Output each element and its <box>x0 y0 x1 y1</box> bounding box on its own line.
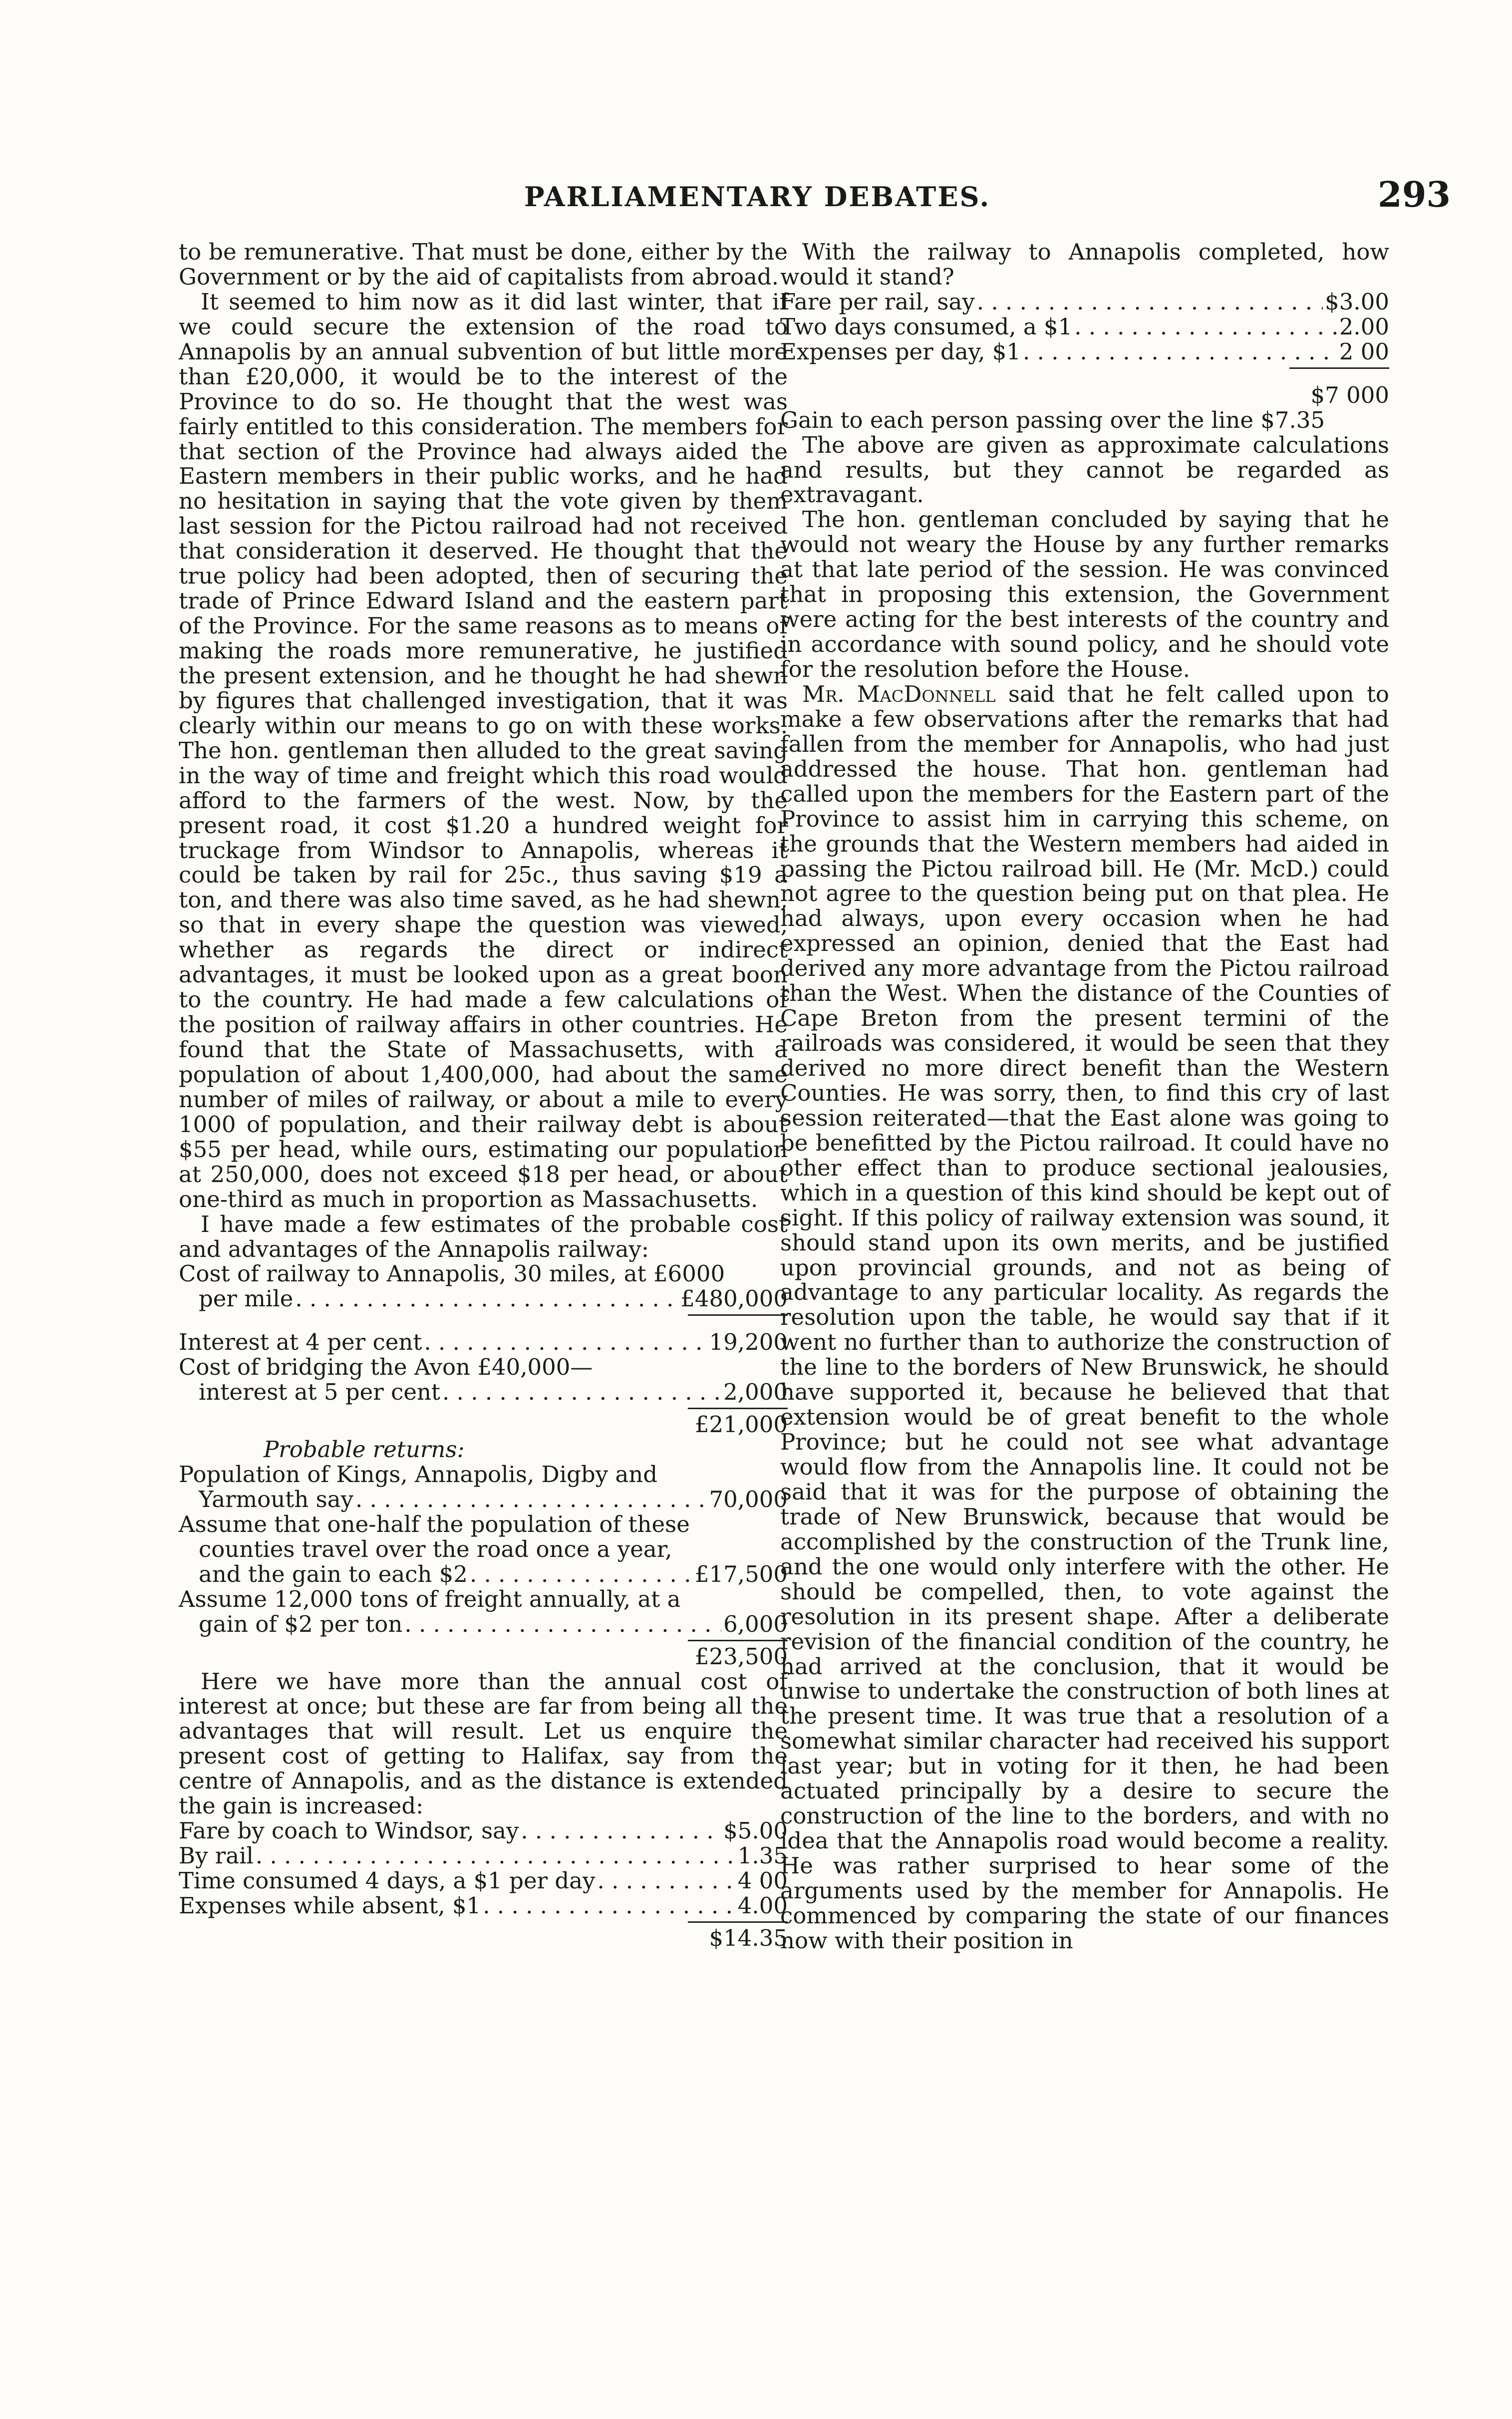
paragraph: Here we have more than the annual cost of interest at once; but these are far from being all the advantages that will result. Let us enquire the present cost of getting to Halifax, say from the centre of Annapolis, and as the distance is extended the gain is increased: <box>179 1668 788 1819</box>
row-amount: 2,000 <box>723 1379 788 1406</box>
row-amount: 4.00 <box>737 1892 788 1919</box>
row-amount: £480,000 <box>680 1285 788 1312</box>
sum-rule <box>688 1640 788 1641</box>
total: $14.35 <box>709 1924 788 1951</box>
bridging-label: Cost of bridging the Avon £40,000— <box>179 1354 593 1381</box>
paragraph: The hon. gentleman concluded by saying that he would not weary the House by any further remarks at that late period of the session. He was convinced that in proposing this extension, the Government were acting for the best interests of the country and in accordance with sound policy, and he should vote for the resolution before the House. <box>780 506 1389 682</box>
speech-text: said that he felt called upon to make a few observations after the remarks that had fallen from the member for Annapolis, who had just addressed the house. That hon. gentleman had called upon the members for the Eastern part of the Province to assist him in carrying this scheme, on the grounds that the Western members had aided in passing the Pictou railroad bill. He (Mr. McD.) could not agree to the question being put on that plea. He had always, upon every occasion when he had expressed an opinion, denied that the East had derived any more advantage from the Pictou railroad than the West. When the distance of the Counties of Cape Breton from the present termini of the railroads was considered, it would be seen that they derived no more direct benefit than the Western Counties. He was sorry, then, to find this cry of last session reiterated—that the East alone was going to be benefitted by the Pictou railroad. It could have no other effect than to produce sectional jealousies, which in a question of this kind should be kept out of sight. If this policy of railway extension was sound, it should stand upon its own merits, and be justified upon provincial grounds, and not as being of advantage to any particular locality. As regards the resolution upon the table, he would say that if it went no further than to authorize the construction of the line to the borders of New Brunswick, he should have supported it, because he believed that that extension would be of great benefit to the whole Province; but he could not see what advantage would flow from the Annapolis line. It could not be said that it was for the purpose of obtaining the trade of New Brunswick, because that would be accomplished by the construction of the Trunk line, and the one would only interfere with the other. He should be compelled, then, to vote against the resolution in its present shape. After a deliberate revision of the financial condition of the country, he had arrived at the conclusion, that it would be unwise to undertake the construction of both lines at the present time. It was true that a resolution of a somewhat similar character had received his support last year; but in voting for it then, he had been actuated principally by a desire to secure the construction of the line to the borders, and with no idea that the Annapolis road would become a reality. He was rather surprised to hear some of the arguments used by the member for Annapolis. He commenced by comparing the state of our finances now with their position in <box>780 680 1390 1954</box>
right-column <box>780 240 1389 1953</box>
row-amount: 4 00 <box>737 1867 788 1894</box>
table-row <box>179 1487 788 1512</box>
row-amount: 6,000 <box>723 1610 788 1637</box>
row-label: per mile <box>199 1285 294 1312</box>
row-label: Expenses while absent, $1 <box>179 1892 481 1919</box>
row-amount: 2 00 <box>1339 338 1389 365</box>
table-row <box>780 314 1389 339</box>
paragraph <box>780 682 1389 1953</box>
table-row <box>780 339 1389 364</box>
row-label: gain of $2 per ton <box>199 1610 403 1637</box>
row-label: interest at 5 per cent <box>199 1379 441 1406</box>
running-head: PARLIAMENTARY DEBATES. <box>524 181 991 213</box>
table-row <box>179 1893 788 1918</box>
page-number: 293 <box>1378 174 1451 215</box>
row-label: and the gain to each $2 <box>199 1560 468 1587</box>
row-label: Interest at 4 per cent <box>179 1329 422 1356</box>
left-column <box>179 240 788 1951</box>
population-label: Population of Kings, Annapolis, Digby and <box>179 1461 658 1488</box>
table-row <box>179 1330 788 1355</box>
table-row <box>179 1562 788 1587</box>
returns-heading: Probable returns: <box>264 1436 465 1463</box>
row-amount: 19,200 <box>709 1329 788 1356</box>
paragraph: With the railway to Annapolis completed, how would it stand? <box>780 239 1389 290</box>
table-row <box>179 1612 788 1637</box>
row-label: Yarmouth say <box>199 1486 354 1512</box>
paragraph: The above are given as approximate calculations and results, but they cannot be regarded as extravagant. <box>780 431 1389 508</box>
assume-label: counties travel over the road once a year, <box>199 1535 672 1562</box>
table-row <box>780 290 1389 314</box>
row-amount: $5.00 <box>723 1817 788 1844</box>
assume-label: Assume that one-half the population of these <box>179 1511 690 1537</box>
table-row <box>179 1843 788 1868</box>
gain-line: Gain to each person passing over the line $7.35 <box>780 406 1325 433</box>
cost-intro: Cost of railway to Annapolis, 30 miles, at £6000 <box>179 1260 725 1287</box>
table-row <box>179 1868 788 1893</box>
sum-rule <box>688 1408 788 1409</box>
total: £23,500 <box>694 1643 788 1670</box>
table-row <box>179 1380 788 1405</box>
sum-rule <box>688 1921 788 1923</box>
row-label: Time consumed 4 days, a $1 per day <box>179 1867 596 1894</box>
speaker-name: Mr. MacDonnell <box>802 680 996 707</box>
paragraph: to be remunerative. That must be done, either by the Government or by the aid of capitalists from abroad. <box>179 239 788 290</box>
subtotal: £21,000 <box>694 1411 788 1438</box>
row-amount: 1.35 <box>737 1842 788 1869</box>
row-label: Expenses per day, $1 <box>780 338 1021 365</box>
row-label: Fare per rail, say <box>780 288 975 315</box>
table-row <box>179 1286 788 1311</box>
table-row <box>179 1818 788 1843</box>
sum-rule <box>688 1314 788 1316</box>
row-label: Two days consumed, a $1 <box>780 313 1073 340</box>
paragraph: It seemed to him now as it did last winter, that if we could secure the extension of the road to Annapolis by an annual subvention of but little more than £20,000, it would be to the interest of the Province to do so. He thought that the west was fairly entitled to this consideration. The members for that section of the Province had always aided the Eastern members in their public works, and he had no hesitation in saying that the vote given by them last session for the Pictou railroad had not received that consideration it deserved. He thought that the true policy had been adopted, then of securing the trade of Prince Edward Island and the eastern part of the Province. For the same reasons as to means of making the roads more remunerative, he justified the present extension, and he thought he had shewn by figures that challenged investigation, that it was clearly within our means to go on with these works. The hon. gentleman then alluded to the great saving in the way of time and freight which this road would afford to the farmers of the west. Now, by the present road, it cost $1.20 a hundred weight for truckage from Windsor to Annapolis, whereas it could be taken by rail for 25c., thus saving $19 a ton, and there was also time saved, as he had shewn, so that in every shape the question was viewed, whether as regards the direct or indirect advantages, it must be looked upon as a great boon to the country. He had made a few calculations of the position of railway affairs in other countries. He found that the State of Massachusetts, with a population of about 1,400,000, had about the same number of miles of railway, or about a mile to every 1000 of population, and their railway debt is about $55 per head, while ours, estimating our population at 250,000, does not exceed $18 per head, or about one-third as much in proportion as Massachusetts. <box>179 288 788 1212</box>
row-amount: 2.00 <box>1339 313 1389 340</box>
row-label: By rail <box>179 1842 254 1869</box>
row-amount: £17,500 <box>694 1560 788 1587</box>
row-label: Fare by coach to Windsor, say <box>179 1817 519 1844</box>
sum-rule <box>1289 367 1389 369</box>
paragraph: I have made a few estimates of the probable cost and advantages of the Annapolis railway: <box>179 1210 788 1262</box>
row-amount: $3.00 <box>1325 288 1389 315</box>
total: $7 000 <box>1310 381 1389 408</box>
assume-label: Assume 12,000 tons of freight annually, at a <box>179 1585 681 1612</box>
row-amount: 70,000 <box>709 1486 788 1512</box>
